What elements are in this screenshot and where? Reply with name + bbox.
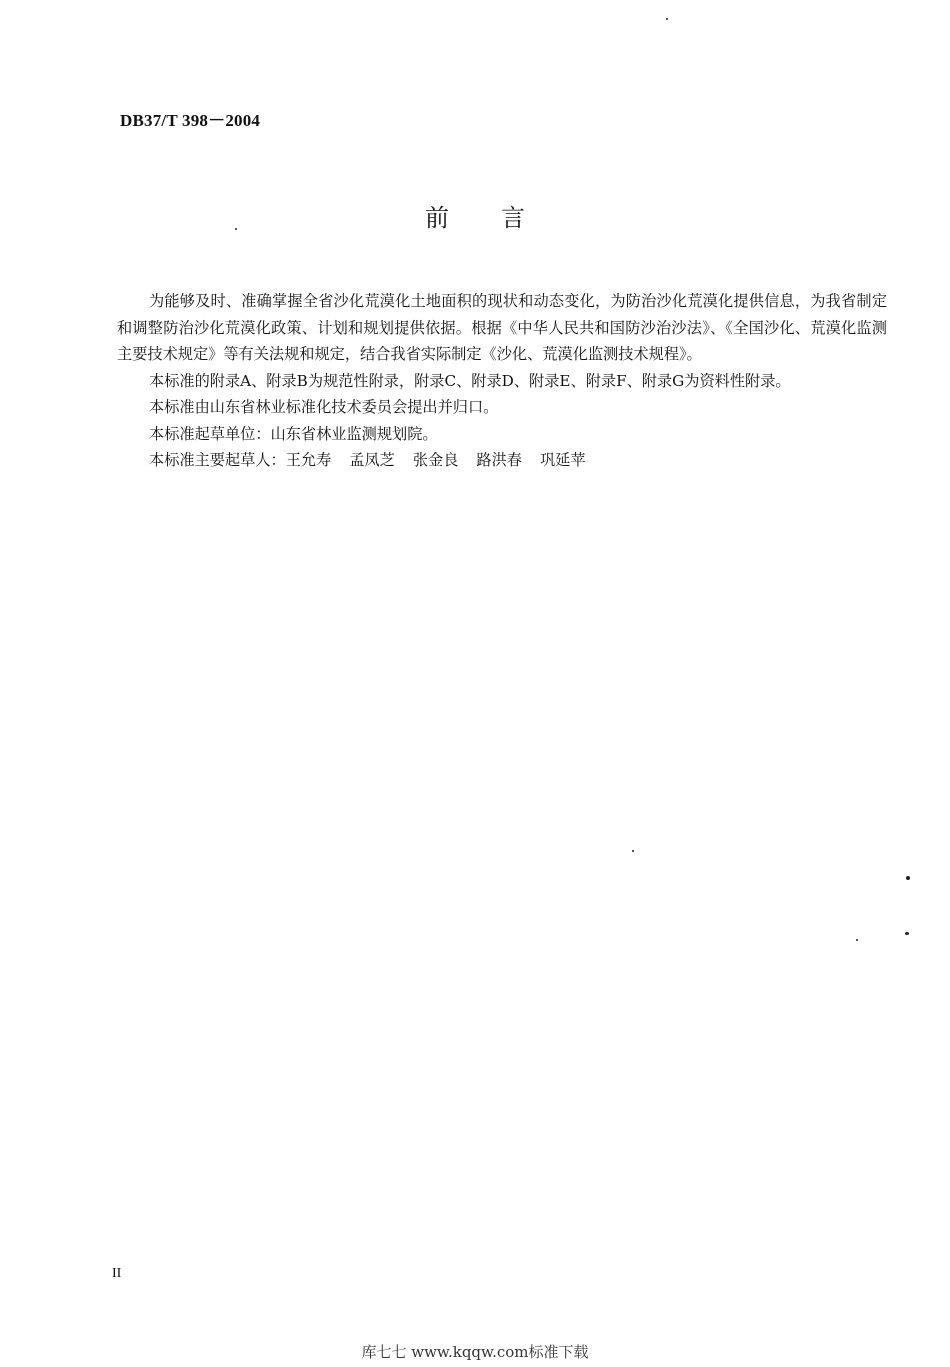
paragraph-drafting-unit: 本标准起草单位：山东省林业监测规划院。 — [149, 424, 438, 443]
download-footer: 库七七 www.kqqw.com标准下载 — [361, 1343, 589, 1361]
page-title — [0, 198, 950, 233]
scan-speck — [666, 18, 668, 20]
drafters-label: 本标准主要起草人： — [149, 451, 286, 469]
paragraph-appendices: 本标准的附录A、附录B为规范性附录，附录C、附录D、附录E、附录F、附录G为资料性附录。 — [149, 371, 791, 390]
paragraph-purpose: 为能够及时、准确掌握全省沙化荒漠化土地面积的现状和动态变化，为防治沙化荒漠化提供信息，为我省制定和调整防治沙化荒漠化政策、计划和规划提供依据。根据《中华人民共和国防沙治沙法》、《全国沙化、荒漠化监测主要技术规定》等有关法规和规定，结合我省实际制定《沙化、荒漠化监测技术规程》。 — [117, 292, 887, 363]
scan-speck — [905, 932, 909, 935]
drafter-name: 王允寿 — [285, 451, 332, 469]
scan-speck — [235, 228, 237, 230]
drafter-name: 张金良 — [412, 451, 459, 469]
drafter-name: 巩延苹 — [539, 451, 586, 469]
scan-speck — [906, 876, 910, 880]
paragraph-drafters — [117, 447, 887, 474]
paragraph-proposer: 本标准由山东省林业标准化技术委员会提出并归口。 — [149, 398, 499, 416]
scan-speck — [632, 850, 634, 852]
page-number: II — [112, 1266, 122, 1281]
drafter-name: 孟凤芝 — [349, 451, 395, 469]
foreword-body — [117, 288, 887, 474]
title-char-2: 言 — [501, 204, 525, 232]
drafter-name: 路洪春 — [476, 451, 522, 469]
standard-code: DB37/T 398－2004 — [120, 111, 261, 130]
scan-speck — [856, 939, 858, 941]
title-char-1: 前 — [425, 204, 449, 232]
